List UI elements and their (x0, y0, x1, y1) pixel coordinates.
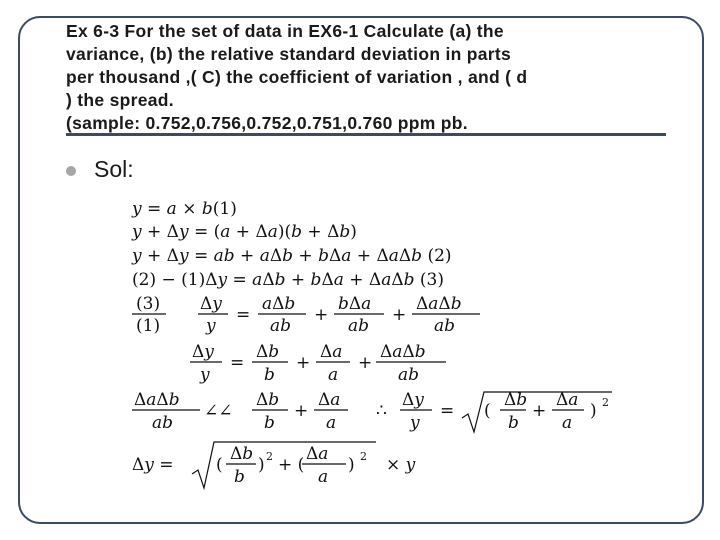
svg-text:× y: × y (386, 455, 416, 475)
svg-text:2: 2 (266, 450, 273, 463)
svg-text:a: a (562, 413, 573, 433)
svg-text:y: y (410, 413, 420, 433)
svg-text:y + Δy = (a + Δa)(b + Δb): y + Δy = (a + Δa)(b + Δb) (132, 222, 357, 242)
svg-text:(2) − (1)Δy = aΔb + bΔa + ΔaΔb: (2) − (1)Δy = aΔb + bΔa + ΔaΔb (3) (132, 270, 444, 290)
svg-text:Δy: Δy (192, 342, 214, 362)
svg-text:ab: ab (152, 413, 174, 433)
svg-text:2: 2 (602, 396, 609, 409)
svg-text:(: ( (216, 455, 223, 475)
svg-text:∴: ∴ (376, 401, 387, 421)
svg-text:Δa: Δa (320, 342, 343, 362)
problem-line-1: Ex 6-3 For the set of data in EX6-1 Calculate (a) the (66, 21, 504, 41)
svg-text:Δb: Δb (256, 342, 280, 362)
svg-text:a: a (326, 413, 337, 433)
svg-text:ab: ab (398, 365, 420, 385)
svg-text:+: + (358, 353, 373, 373)
solution-label: Sol: (94, 156, 134, 182)
svg-text:b: b (234, 467, 245, 487)
svg-text:ab: ab (434, 316, 456, 336)
svg-text:(: ( (484, 401, 491, 421)
svg-text:): ) (590, 401, 597, 421)
svg-text:Δy =: Δy = (132, 455, 174, 475)
svg-text:+: + (392, 305, 407, 325)
svg-text:y: y (206, 316, 216, 336)
svg-text:): ) (348, 455, 355, 475)
svg-text:(3): (3) (136, 294, 161, 314)
svg-text:Δy: Δy (402, 390, 424, 410)
svg-text:Δb: Δb (504, 390, 528, 410)
svg-text:ΔaΔb: ΔaΔb (416, 294, 462, 314)
svg-text:2: 2 (360, 450, 367, 463)
svg-text:Δy: Δy (200, 294, 222, 314)
svg-text:+: + (296, 353, 311, 373)
svg-text:y = a × b(1): y = a × b(1) (132, 199, 237, 219)
equation-5 (132, 294, 480, 336)
svg-text:Δa: Δa (556, 390, 579, 410)
equation-2 (131, 222, 357, 242)
svg-text:+: + (532, 401, 547, 421)
problem-line-4: ) the spread. (66, 90, 174, 110)
equation-1 (131, 199, 237, 219)
svg-text:ab: ab (348, 316, 370, 336)
svg-text:∠∠: ∠∠ (204, 401, 233, 421)
svg-text:Δa: Δa (318, 390, 341, 410)
svg-text:ΔaΔb: ΔaΔb (380, 342, 426, 362)
svg-text:=: = (236, 305, 251, 325)
svg-text:+: + (314, 305, 329, 325)
svg-text:Δa: Δa (306, 444, 329, 464)
svg-text:=: = (440, 401, 455, 421)
svg-text:y + Δy = ab + aΔb + bΔa + ΔaΔb: y + Δy = ab + aΔb + bΔa + ΔaΔb (2) (132, 246, 452, 266)
svg-text:=: = (230, 353, 245, 373)
svg-text:a: a (328, 365, 339, 385)
svg-text:a: a (318, 467, 329, 487)
equation-4 (132, 270, 444, 290)
svg-text:(1): (1) (136, 316, 161, 336)
svg-text:+: + (294, 401, 309, 421)
svg-text:ab: ab (270, 316, 292, 336)
svg-text:aΔb: aΔb (262, 294, 296, 314)
problem-line-5: (sample: 0.752,0.756,0.752,0.751,0.760 ppm pb. (66, 113, 468, 133)
svg-text:+ (: + ( (278, 455, 305, 475)
svg-text:y: y (200, 365, 210, 385)
problem-line-2: variance, (b) the relative standard deviation in parts (66, 44, 512, 64)
problem-line-3: per thousand ,( C) the coefficient of variation , and ( d (66, 67, 528, 87)
svg-text:Δb: Δb (256, 390, 280, 410)
svg-text:Δb: Δb (230, 444, 254, 464)
equation-3 (131, 246, 452, 266)
equation-6 (190, 342, 446, 385)
equation-7 (132, 390, 612, 433)
svg-text:ΔaΔb: ΔaΔb (134, 390, 180, 410)
svg-text:): ) (258, 455, 265, 475)
svg-text:b: b (264, 413, 275, 433)
equation-8 (132, 442, 416, 488)
svg-text:b: b (264, 365, 275, 385)
svg-text:bΔa: bΔa (338, 294, 372, 314)
svg-text:b: b (508, 413, 519, 433)
